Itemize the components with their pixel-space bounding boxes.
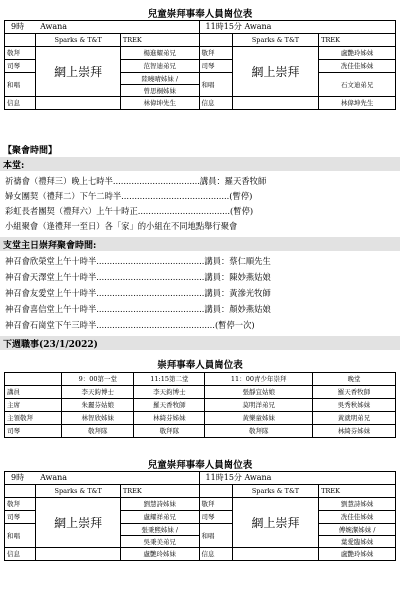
nw-col-4: 晚堂	[313, 373, 396, 386]
top-role: 司琴	[5, 60, 36, 73]
top-role: 敬拜	[5, 47, 36, 60]
nw-role: 主領敬拜	[5, 412, 62, 425]
top-role-r: 司琴	[199, 60, 232, 73]
bottom-role-r: 敬拜	[199, 498, 232, 511]
branch-heading: 支堂主日崇拜聚會時間:	[3, 241, 97, 251]
meeting-line: 小組聚會（逢禮拜一至日）各「家」的小組在不同地點舉行聚會	[5, 221, 238, 231]
branch-line: 神召會石崗堂下午三時半.............................................(暫停一次)	[5, 320, 255, 330]
top-right-trek-header: TREK	[319, 34, 396, 47]
bottom-left-trek-3: 吳秉美弟兄	[120, 536, 199, 548]
branch-line: 神召會友愛堂上午十時半.........................................講員：黃滲光牧師	[5, 288, 271, 298]
top-left-online-worship: 網上崇拜	[36, 47, 121, 97]
top-left-trek-3: 曾思桐姊妹	[120, 85, 199, 97]
top-left-trek-1: 范智迪弟兄	[120, 60, 199, 73]
bottom-right-trek-3: 葉愛臨姊妹	[319, 536, 396, 548]
bottom-left-trek-4: 盧艷玲姊妹	[120, 548, 199, 561]
bottom-right-trek-header: TREK	[319, 485, 396, 498]
top-right-sparks-header: Sparks & T&T	[232, 34, 318, 47]
meeting-line: 彩虹長者團契（禮拜六）上午十時正...................................(暫停)	[5, 206, 254, 216]
nw-cell: 莫明洋弟兄	[205, 399, 313, 412]
nw-cell: 林智欣姊妹	[62, 412, 134, 425]
bottom-table-title: 兒童崇拜事奉人員崗位表	[147, 460, 253, 471]
nw-cell: 羅天香牧師	[313, 386, 396, 399]
nw-cell: 黃樂童姊妹	[205, 412, 313, 425]
top-right-trek-2: 石文迪弟兄	[319, 73, 396, 97]
nw-col-2: 11:15第二堂	[134, 373, 205, 386]
main-church-band	[0, 157, 400, 171]
bottom-left-sparks-header: Sparks & T&T	[36, 485, 121, 498]
top-blank-r	[199, 34, 232, 47]
bottom-role-r: 信息	[199, 548, 232, 561]
bottom-blank-l	[5, 485, 36, 498]
next-week-heading: 下週職事(23/1/2022)	[3, 340, 98, 350]
top-role: 信息	[5, 97, 36, 110]
bottom-role: 和唱	[5, 524, 36, 548]
top-role-r: 敬拜	[199, 47, 232, 60]
top-role-r: 信息	[199, 97, 232, 110]
bottom-left-trek-1: 盧耀祥弟兄	[120, 511, 199, 524]
nw-cell: 敬拜隊	[62, 425, 134, 438]
top-blank-l	[5, 34, 36, 47]
nw-cell: 朱麗芬姑娘	[62, 399, 134, 412]
bottom-right-trek-4: 盧艷玲姊妹	[319, 548, 396, 561]
nw-cell: 敬拜隊	[205, 425, 313, 438]
top-role-r: 和唱	[199, 73, 232, 97]
bottom-right-trek-1: 冼佳佳姊妹	[319, 511, 396, 524]
bottom-role: 信息	[5, 548, 36, 561]
bottom-right-sparks-empty	[232, 548, 318, 561]
meeting-line: 婦女團契（禮拜二）下午二時半.........................................(暫停)	[5, 191, 253, 201]
nw-cell: 李天鈞博士	[62, 386, 134, 399]
nw-col-3: 11：00青少年崇拜	[205, 373, 313, 386]
bottom-schedule-table	[4, 471, 396, 561]
top-left-trek-header: TREK	[120, 34, 199, 47]
top-right-trek-1: 冼佳佳姊妹	[319, 60, 396, 73]
branch-line: 神召會天澤堂上午十時半.........................................講員：陳妙燕姑娘	[5, 272, 271, 282]
nw-cell: 林綺芬姊妹	[313, 425, 396, 438]
top-left-trek-2: 陸曉晴姊妹 /	[120, 73, 199, 85]
nw-cell: 敬拜隊	[134, 425, 205, 438]
top-right-online-worship: 網上崇拜	[232, 47, 318, 97]
top-right-trek-0: 盧艷玲姊妹	[319, 47, 396, 60]
bottom-left-trek-2: 張秉熙姊妹 /	[120, 524, 199, 536]
top-left-time: 9時 Awana	[5, 21, 200, 34]
top-left-trek-0: 楊進耀弟兄	[120, 47, 199, 60]
bottom-left-trek-header: TREK	[120, 485, 199, 498]
bottom-role-r: 司琴	[199, 511, 232, 524]
nw-cell: 黃就明弟兄	[313, 412, 396, 425]
bottom-right-sparks-header: Sparks & T&T	[232, 485, 318, 498]
branch-line: 神召會欣榮堂上午十時半.........................................講員：蔡仁順先生	[5, 256, 271, 266]
bottom-right-trek-2: 傅婉潔姊妹 /	[319, 524, 396, 536]
top-schedule-table	[4, 20, 396, 110]
bottom-left-trek-0: 劉慧詩姊妹	[120, 498, 199, 511]
nw-cell: 張靜宜姑娘	[205, 386, 313, 399]
bottom-right-online-worship: 網上崇拜	[232, 498, 318, 548]
bottom-left-sparks-empty	[36, 548, 121, 561]
bottom-left-time: 9時 Awana	[5, 472, 200, 485]
top-right-trek-4: 林偉坤先生	[319, 97, 396, 110]
nw-role: 講員	[5, 386, 62, 399]
nw-cell: 林綺芬姊妹	[134, 412, 205, 425]
top-left-trek-4: 林偉坤先生	[120, 97, 199, 110]
top-left-sparks-empty	[36, 97, 121, 110]
bottom-left-online-worship: 網上崇拜	[36, 498, 121, 548]
bottom-blank-r	[199, 485, 232, 498]
bottom-right-trek-0: 劉慧詩姊妹	[319, 498, 396, 511]
nw-cell: 羅天香牧師	[134, 399, 205, 412]
bottom-role: 敬拜	[5, 498, 36, 511]
nw-cell: 李天鈞博士	[134, 386, 205, 399]
top-right-time: 11時15分 Awana	[199, 21, 395, 34]
bottom-role: 司琴	[5, 511, 36, 524]
top-right-sparks-empty	[232, 97, 318, 110]
next-week-title: 崇拜事奉人員崗位表	[157, 360, 243, 371]
top-left-sparks-header: Sparks & T&T	[36, 34, 121, 47]
main-church-heading: 本堂:	[3, 161, 25, 171]
bottom-role-r: 和唱	[199, 524, 232, 548]
meetings-header: 【聚會時間】	[3, 146, 58, 156]
next-week-table	[4, 372, 396, 438]
bottom-right-time: 11時15分 Awana	[199, 472, 395, 485]
branch-line: 神召會喜信堂上午十時半.........................................講員：顏妙燕姑娘	[5, 304, 271, 314]
nw-col-0	[5, 373, 62, 386]
nw-role: 主席	[5, 399, 62, 412]
nw-col-1: 9：00第一堂	[62, 373, 134, 386]
nw-cell: 吳秀秋姊妹	[313, 399, 396, 412]
nw-role: 司琴	[5, 425, 62, 438]
top-table-title: 兒童崇拜事奉人員崗位表	[147, 9, 253, 20]
top-role: 和唱	[5, 73, 36, 97]
meeting-line: 祈禱會（禮拜三）晚上七時半.................................講員：羅天香牧師	[5, 176, 267, 186]
